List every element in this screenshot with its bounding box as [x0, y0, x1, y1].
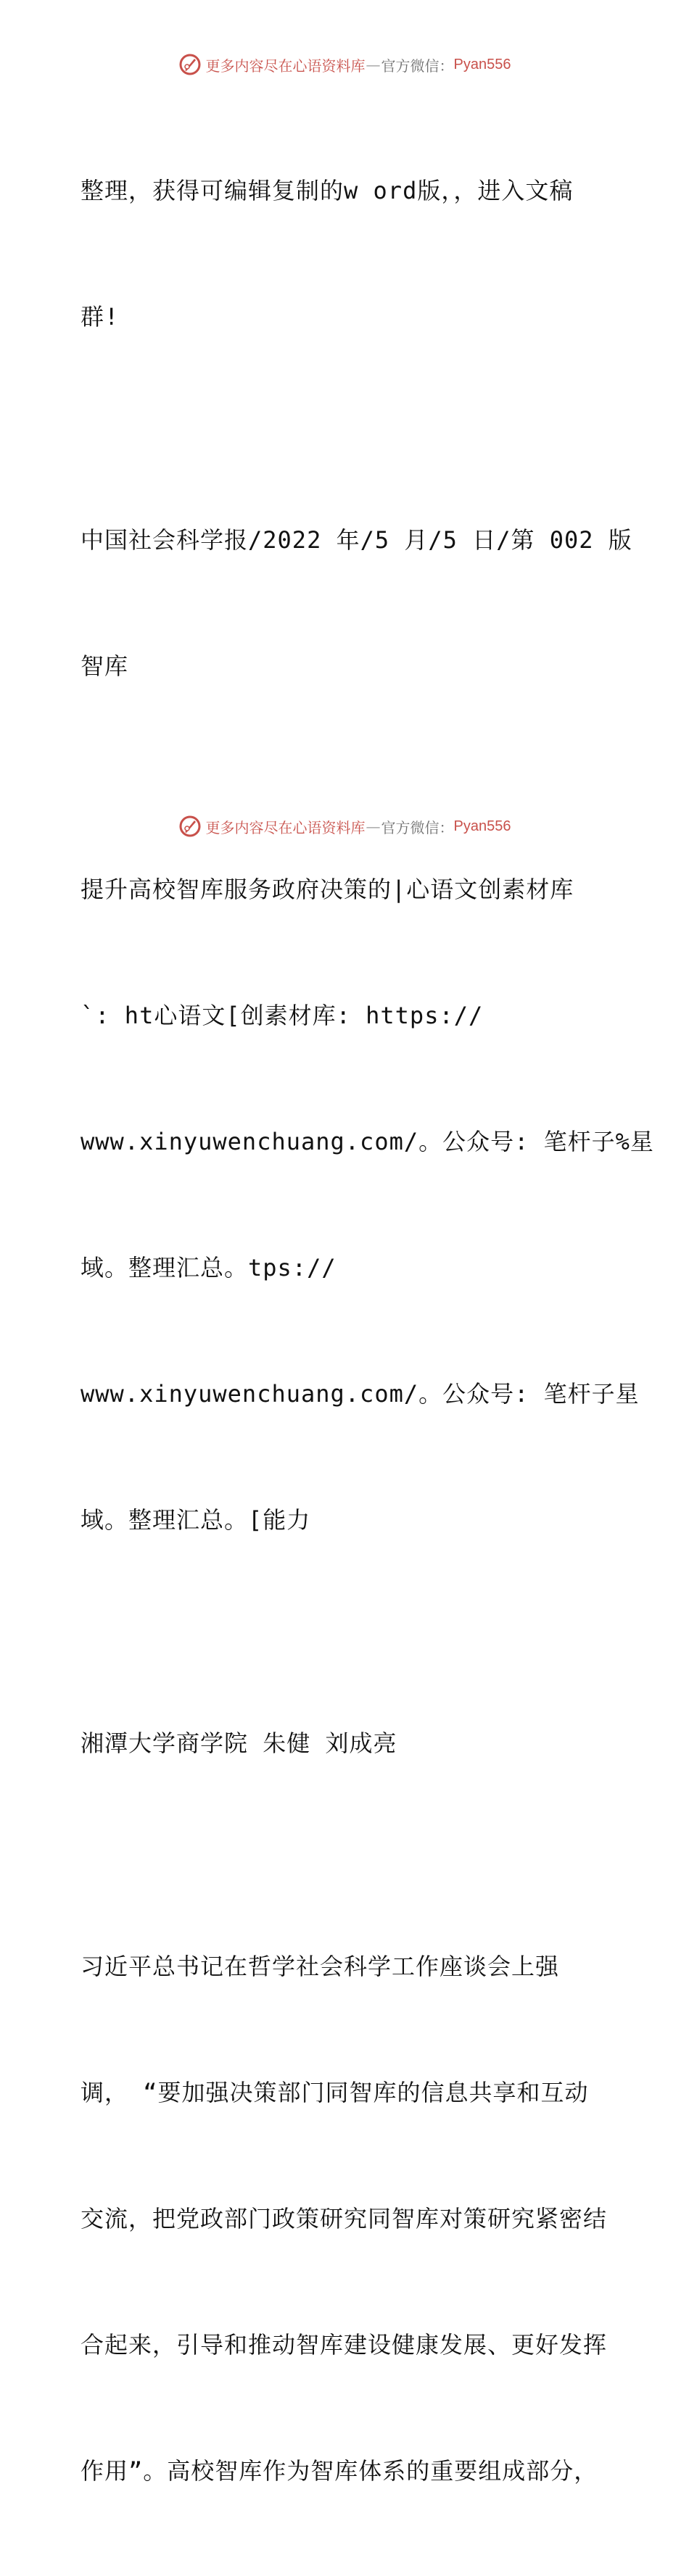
banner-wechat-label: 官方微信：	[381, 57, 454, 75]
text-line: www.xinyuwenchuang.com/。公众号: 笔杆子%星	[81, 1128, 654, 1155]
banner-wechat-id: Pyan556	[453, 56, 511, 72]
quill-logo-icon	[178, 815, 202, 838]
text-line: 域。整理汇总。[能力	[81, 1506, 311, 1534]
text-line: `: ht心语文[创素材库: https://	[81, 1002, 484, 1029]
banner-wechat-id: Pyan556	[453, 818, 511, 834]
text-line: 中国社会科学报/2022 年/5 月/5 日/第 002 版	[81, 526, 632, 554]
banner-separator: —	[366, 56, 381, 73]
quill-logo-icon	[178, 53, 202, 76]
text-line: www.xinyuwenchuang.com/。公众号: 笔杆子星	[81, 1380, 640, 1408]
text-line: 合起来，引导和推动智库建设健康发展、更好发挥	[81, 2331, 608, 2359]
paragraph-intro	[70, 86, 622, 422]
banner-title: 更多内容尽在心语资料库	[205, 818, 366, 836]
paragraph-body	[70, 1861, 622, 2576]
text-line: 调， “要加强决策部门同智库的信息共享和互动	[81, 2079, 589, 2106]
paragraph-source	[70, 435, 632, 771]
document-body	[70, 86, 654, 2576]
text-line: 提升高校智库服务政府决策的|心语文创素材库	[81, 876, 574, 903]
paragraph-title	[70, 784, 654, 1625]
text-line: 群!	[81, 303, 120, 331]
paragraph-authors	[70, 1638, 622, 1848]
header-banner	[0, 51, 689, 78]
text-line: 习近平总书记在哲学社会科学工作座谈会上强	[81, 1953, 560, 1980]
text-line: 域。整理汇总。tps://	[81, 1254, 337, 1281]
text-line: 作用”。高校智库作为智库体系的重要组成部分，	[81, 2457, 598, 2485]
text-line: 湘潭大学商学院 朱健 刘成亮	[81, 1729, 397, 1757]
banner-wechat-label: 官方微信：	[381, 818, 454, 836]
banner-separator: —	[366, 818, 381, 835]
text-line: 交流，把党政部门政策研究同智库对策研究紧密结	[81, 2205, 608, 2232]
text-line: 智库	[81, 652, 129, 680]
text-line: 整理，获得可编辑复制的w ord版，，进入文稿	[81, 177, 574, 204]
footer-banner	[0, 813, 689, 839]
banner-title: 更多内容尽在心语资料库	[205, 57, 366, 75]
